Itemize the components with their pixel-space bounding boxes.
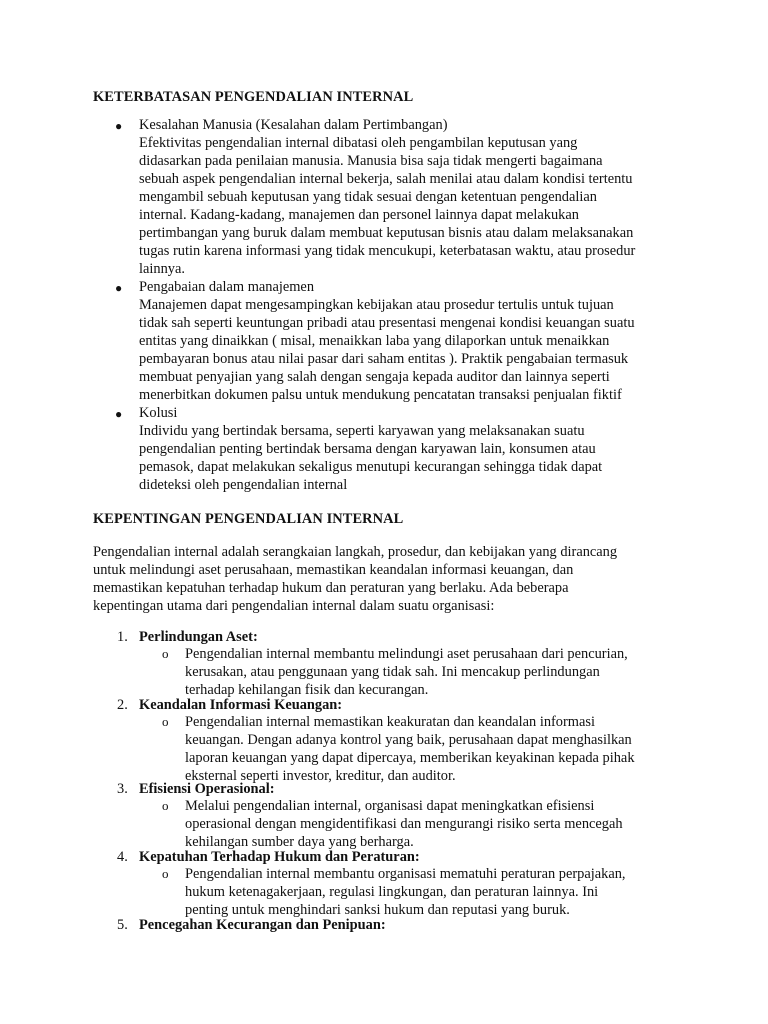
list-number: 5. — [117, 917, 128, 933]
body-line: laporan keuangan yang dapat dipercaya, memberikan keyakinan kepada pihak — [185, 750, 635, 766]
intro-line: memastikan kepatuhan terhadap hukum dan peraturan yang berlaku. Ada beberapa — [93, 580, 569, 596]
item-text-line: pengendalian penting bertindak bersama dengan karyawan lain, konsumen atau — [139, 441, 596, 457]
body-line: keuangan. Dengan adanya kontrol yang baik, perusahaan dapat menghasilkan — [185, 732, 632, 748]
item-text-line: pertimbangan yang buruk dalam membuat keputusan bisnis atau dalam melaksanakan — [139, 225, 634, 241]
body-line: terhadap kehilangan fisik dan kecurangan. — [185, 682, 429, 698]
item-text-line: Efektivitas pengendalian internal dibatasi oleh pengambilan keputusan yang — [139, 135, 578, 151]
item-text-line: membuat penyajian yang salah dengan sengaja kepada auditor dan lainnya seperti — [139, 369, 610, 385]
body-line: eksternal seperti investor, kreditur, dan auditor. — [185, 768, 456, 784]
item-text-line: pemasok, dapat melakukan sekaligus menutupi kecurangan sehingga tidak dapat — [139, 459, 603, 475]
section-title-importance: KEPENTINGAN PENGENDALIAN INTERNAL — [93, 511, 404, 527]
item-text-line: pembayaran bonus atau nilai pasar dari saham entitas ). Praktik pengabaian termasuk — [139, 351, 629, 367]
item-text-line: didasarkan pada penilaian manusia. Manusia bisa saja tidak mengerti bagaimana — [139, 153, 603, 169]
bullet-icon: ● — [115, 407, 123, 421]
item-text-line: tugas rutin karena informasi yang tidak mencukupi, keterbatasan waktu, atau prosedur — [139, 243, 636, 259]
intro-line: kepentingan utama dari pengendalian internal dalam suatu organisasi: — [93, 598, 495, 614]
limitation-item-2 — [139, 278, 635, 404]
list-item-heading: Perlindungan Aset: — [139, 629, 258, 645]
limitation-item-1 — [139, 116, 635, 278]
item-text-line: Manajemen dapat mengesampingkan kebijakan atau prosedur tertulis untuk tujuan — [139, 297, 614, 313]
item-text-line: entitas yang dinaikkan ( misal, menaikkan laba yang dilaporkan untuk menaikkan — [139, 333, 610, 349]
list-item-heading: Pencegahan Kecurangan dan Penipuan: — [139, 917, 386, 933]
body-line: penting untuk menghindari sanksi hukum dan reputasi yang buruk. — [185, 902, 570, 918]
circle-bullet-icon: o — [162, 714, 169, 729]
list-number: 3. — [117, 781, 128, 797]
circle-bullet-icon: o — [162, 798, 169, 813]
circle-bullet-icon: o — [162, 866, 169, 881]
list-number: 2. — [117, 697, 128, 713]
body-line: operasional dengan mengidentifikasi dan mengurangi risiko serta mencegah — [185, 816, 623, 832]
item-heading: Kesalahan Manusia (Kesalahan dalam Pertimbangan) — [139, 117, 448, 133]
limitation-item-3 — [139, 404, 602, 494]
body-line: kerusakan, atau penggunaan yang tidak sah. Ini mencakup perlindungan — [185, 664, 600, 680]
list-item-body — [185, 797, 623, 851]
body-line: Pengendalian internal membantu melindungi aset perusahaan dari pencurian, — [185, 646, 628, 662]
list-item-heading: Keandalan Informasi Keuangan: — [139, 697, 343, 713]
section-title-limitations: KETERBATASAN PENGENDALIAN INTERNAL — [93, 89, 414, 105]
body-line: Melalui pengendalian internal, organisasi dapat meningkatkan efisiensi — [185, 798, 595, 814]
item-text-line: Individu yang bertindak bersama, seperti karyawan yang melaksanakan suatu — [139, 423, 585, 439]
intro-line: untuk melindungi aset perusahaan, memastikan keandalan informasi keuangan, dan — [93, 562, 574, 578]
list-number: 4. — [117, 849, 128, 865]
item-heading: Kolusi — [139, 405, 178, 421]
list-item-body — [185, 645, 628, 699]
item-text-line: tidak sah seperti keuntungan pribadi atau presentasi mengenai kondisi keuangan suatu — [139, 315, 635, 331]
body-line: hukum ketenagakerjaan, regulasi lingkungan, dan peraturan lainnya. Ini — [185, 884, 599, 900]
bullet-icon: ● — [115, 281, 123, 295]
item-text-line: menerbitkan dokumen palsu untuk mendukung pencatatan transaksi penjualan fiktif — [139, 387, 622, 403]
body-line: Pengendalian internal memastikan keakuratan dan keandalan informasi — [185, 714, 595, 730]
item-text-line: mengambil sebuah keputusan yang tidak sesuai dengan ketentuan pengendalian — [139, 189, 597, 205]
list-number: 1. — [117, 629, 128, 645]
body-line: kehilangan sumber daya yang berharga. — [185, 834, 414, 850]
intro-line: Pengendalian internal adalah serangkaian langkah, prosedur, dan kebijakan yang dirancang — [93, 544, 618, 560]
item-text-line: lainnya. — [139, 261, 185, 277]
item-heading: Pengabaian dalam manajemen — [139, 279, 315, 295]
body-line: Pengendalian internal membantu organisasi mematuhi peraturan perpajakan, — [185, 866, 626, 882]
bullet-icon: ● — [115, 119, 123, 133]
list-item-body — [185, 865, 626, 919]
circle-bullet-icon: o — [162, 646, 169, 661]
list-item-heading: Kepatuhan Terhadap Hukum dan Peraturan: — [139, 849, 420, 865]
list-item-body — [185, 713, 635, 785]
item-text-line: sebuah aspek pengendalian internal bekerja, salah menilai atau dalam kondisi tertentu — [139, 171, 633, 187]
item-text-line: internal. Kadang-kadang, manajemen dan personel lainnya dapat melakukan — [139, 207, 579, 223]
list-item-heading: Efisiensi Operasional: — [139, 781, 275, 797]
intro-paragraph — [93, 543, 617, 615]
item-text-line: dideteksi oleh pengendalian internal — [139, 477, 348, 493]
